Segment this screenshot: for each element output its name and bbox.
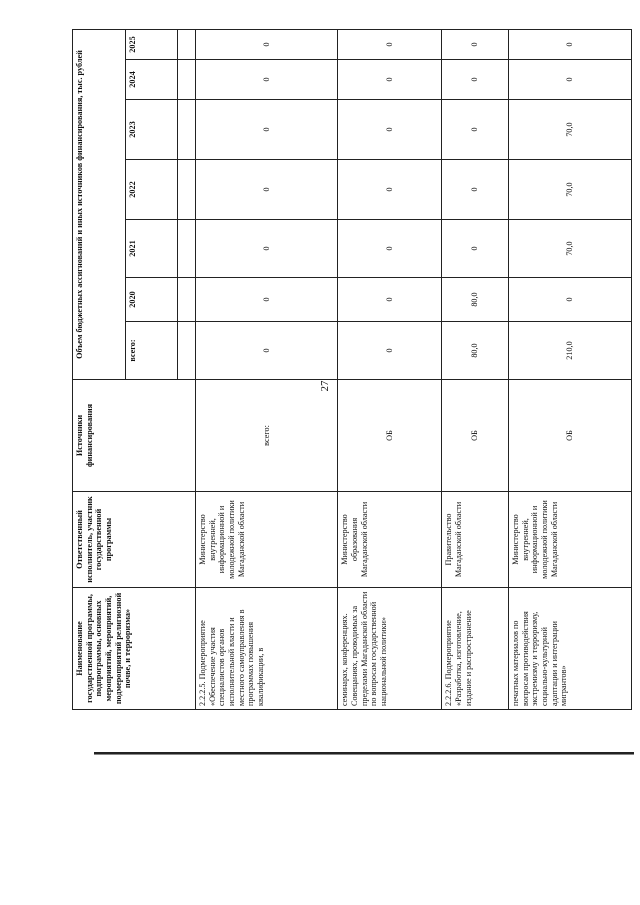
table-row: [508, 30, 631, 710]
row-value: 0: [196, 322, 338, 380]
row-value: 0: [442, 100, 508, 160]
header-year-2023: 2023: [125, 100, 178, 160]
row-source: ОБ: [338, 380, 442, 492]
row-value: 0: [442, 220, 508, 278]
row-value: 0: [508, 60, 631, 100]
row-executor: Министерство внутренней, информационной и молодежной политики Магаданской области: [196, 492, 338, 588]
row-value: 0: [508, 30, 631, 60]
row-value: 0: [196, 278, 338, 322]
header-volume: Объем бюджетных ассигнований и иных источников финансирования, тыс. рублей: [73, 30, 126, 380]
header-year-2020: 2020: [125, 278, 178, 322]
financing-table: [72, 29, 632, 710]
row-value: 0: [508, 278, 631, 322]
row-value: 0: [338, 30, 442, 60]
table-row: [196, 30, 338, 710]
rotated-table-container: [72, 36, 640, 710]
row-value: 0: [196, 100, 338, 160]
row-name: семинарах, конференциях. Совещаниях, проводимых за пределами Магаданской области по вопросам государственной национальной политики»: [338, 588, 442, 710]
row-value: 0: [338, 160, 442, 220]
row-name: 2.2.2.5. Подмероприятие «Обеспечение участия специалистов органов исполнительной власти и местного самоуправления в программах повышения квалификации, в: [196, 588, 338, 710]
header-year-total: всего:: [125, 322, 178, 380]
row-executor: Министерство образования Магаданской области: [338, 492, 442, 588]
row-source: ОБ: [508, 380, 631, 492]
header-row-1: [73, 30, 126, 710]
header-year-2024: 2024: [125, 60, 178, 100]
row-value: 0: [338, 60, 442, 100]
row-value: 0: [338, 100, 442, 160]
row-value: 0: [442, 60, 508, 100]
row-value: 70,0: [508, 160, 631, 220]
row-value: 80,0: [442, 322, 508, 380]
row-value: 0: [442, 30, 508, 60]
row-name: 2.2.2.6. Подмероприятие «Разработка, изготовление, издание и распространение: [442, 588, 508, 710]
table-row: [338, 30, 442, 710]
row-value: 70,0: [508, 100, 631, 160]
page-number: 27: [319, 380, 331, 392]
header-name: Наименование государственной программы, подпрограммы, основных мероприятий, мероприятий, подмероприятий религиозной почве, и терроризма»: [73, 588, 196, 710]
row-value: 0: [338, 322, 442, 380]
row-value: 0: [338, 220, 442, 278]
row-source: всего:: [196, 380, 338, 492]
header-year-2022: 2022: [125, 160, 178, 220]
row-executor: Министерство внутренней, информационной и молодежной политики Магаданской области: [508, 492, 631, 588]
row-value: 70,0: [508, 220, 631, 278]
header-executor: Ответственный исполнитель, участник государственной программы: [73, 492, 196, 588]
row-value: 0: [196, 30, 338, 60]
header-source: Источники финансирования: [73, 380, 196, 492]
row-value: 0: [338, 278, 442, 322]
table-row: [442, 30, 508, 710]
row-value: 210,0: [508, 322, 631, 380]
page-divider-shadow: [94, 754, 634, 755]
header-year-2025: 2025: [125, 30, 178, 60]
header-year-2021: 2021: [125, 220, 178, 278]
row-value: 0: [196, 160, 338, 220]
row-value: 80,0: [442, 278, 508, 322]
row-value: 0: [442, 160, 508, 220]
row-value: 0: [196, 60, 338, 100]
row-source: ОБ: [442, 380, 508, 492]
row-value: 0: [196, 220, 338, 278]
row-name: печатных материалов по вопросам противодействия экстремизму и терроризму, социально-культурной адаптации и интеграции мигрантов»: [508, 588, 631, 710]
row-executor: Правительство Магаданской области: [442, 492, 508, 588]
